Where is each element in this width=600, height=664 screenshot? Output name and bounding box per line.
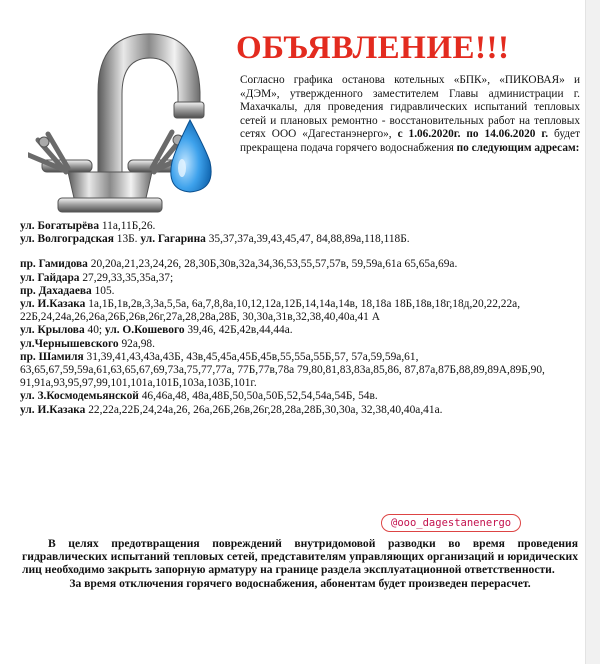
intro-text: Согласно графика останова котельных «БПК», «ПИКОВАЯ» и «ДЭМ», утвержденного заместителем Главы администрации г. Махачкалы, для проведения гидравлических испытаний тепловых сетей и плановых ремонтно - восстановительных работ на тепловых сетях ООО «Дагестанэнерго»,	[240, 74, 580, 141]
street-row	[20, 324, 580, 337]
street-row	[20, 233, 580, 246]
street-houses: 46,46а,48, 48а,48Б,50,50а,50Б,52,54,54а,54Б, 54в.	[141, 390, 378, 403]
street-row	[20, 220, 580, 233]
street-row	[20, 404, 580, 417]
street-name: ул.Чернышевского	[20, 337, 119, 350]
street-houses: 20,20а,21,23,24,26, 28,30Б,30в,32а,34,36,53,55,57,57в, 59,59а,61а 65,65а,69а.	[90, 258, 458, 271]
street-name: ул. Волгоградская	[20, 233, 114, 246]
street-name: пр. Дахадаева	[20, 284, 92, 297]
street-name: ул. З.Космодемьянской	[20, 390, 139, 403]
right-scrollbar[interactable]	[585, 0, 600, 664]
street-name: ул. И.Казака	[20, 403, 86, 416]
street-row	[20, 272, 580, 285]
street-houses: 92а,98.	[121, 337, 155, 350]
street-row	[20, 298, 580, 324]
street-houses: 22,22а,22Б,24,24а,26, 26а,26Б,26в,26г,28,28а,28Б,30,30а, 32,38,40,40а,41а.	[88, 403, 443, 416]
intro-tail: будет прекращена подача горячего водоснабжения	[240, 128, 580, 154]
street-houses: 13Б.	[116, 233, 138, 246]
street-row	[20, 338, 580, 351]
street-row	[20, 258, 580, 271]
notice-block	[22, 537, 578, 590]
intro-addresses: по следующим адресам:	[456, 141, 580, 154]
street-houses: 105.	[94, 284, 115, 297]
street-row	[20, 351, 580, 391]
street-houses: 39,46, 42Б,42в,44,44а.	[187, 324, 293, 337]
street-houses: 40;	[87, 324, 103, 337]
street-name: ул. И.Казака	[20, 298, 86, 311]
street-name: ул. Крылова	[20, 324, 85, 337]
intro-paragraph	[240, 74, 580, 156]
street-name: ул. Богатырёва	[20, 220, 100, 232]
street-name: пр. Гамидова	[20, 258, 88, 271]
recalculation-note: За время отключения горячего водоснабжения, абонентам будет произведен перерасчет.	[69, 576, 531, 590]
street-list	[20, 220, 580, 417]
street-houses: 35,37,37а,39,43,45,47, 84,88,89а,118,118Б.	[208, 233, 410, 246]
intro-dates: с 1.06.2020г. по 14.06.2020 г.	[397, 128, 549, 141]
street-name: ул. О.Кошевого	[104, 324, 185, 337]
notice-paragraph: В целях предотвращения повреждений внутридомовой разводки во время проведения гидравлических испытаний тепловых сетей, представителям управляющих организаций и юридических лиц необходимо закрыть запорную арматуру на границе раздела эксплуатационной ответственности.	[22, 537, 578, 577]
street-name: пр. Шамиля	[20, 350, 84, 363]
instagram-handle[interactable]: @ooo_dagestanenergo	[381, 514, 521, 532]
street-houses: 31,39,41,43,43а,43Б, 43в,45,45а,45Б,45в,55,55а,55Б,57, 57а,59,59а,61, 63,65,67,59,59а,61,63,65,67,69,73а,75,77,77а, 77Б,77в,78а 79,80,81,83,83а,85,86, 87,87а,87Б,88,89,89А,89Б,90, 91,91а,93,95,97,99,101,101а,101Б,103а,103Б,101г.	[20, 350, 545, 390]
street-row	[20, 390, 580, 403]
faucet-icon	[28, 22, 233, 220]
street-name: ул. Гайдара	[20, 271, 80, 284]
street-houses: 11а,11Б,26.	[101, 220, 156, 232]
street-row	[20, 285, 580, 298]
street-houses: 1а,1Б,1в,2в,3,3а,5,5а, 6а,7,8,8а,10,12,12а,12Б,14,14а,14в, 18,18а 18Б,18в,18г,18д,20,22,22а, 22Б,24,24а,26,26а,26Б,26в,26г,27а,28,28а,28Б, 30,30а,31в,32,38,40,40а,41 А	[20, 298, 521, 324]
street-houses: 27,29,33,35,35а,37;	[82, 271, 174, 284]
announcement-title: ОБЪЯВЛЕНИЕ!!!	[236, 30, 510, 66]
street-name: ул. Гагарина	[140, 233, 206, 246]
